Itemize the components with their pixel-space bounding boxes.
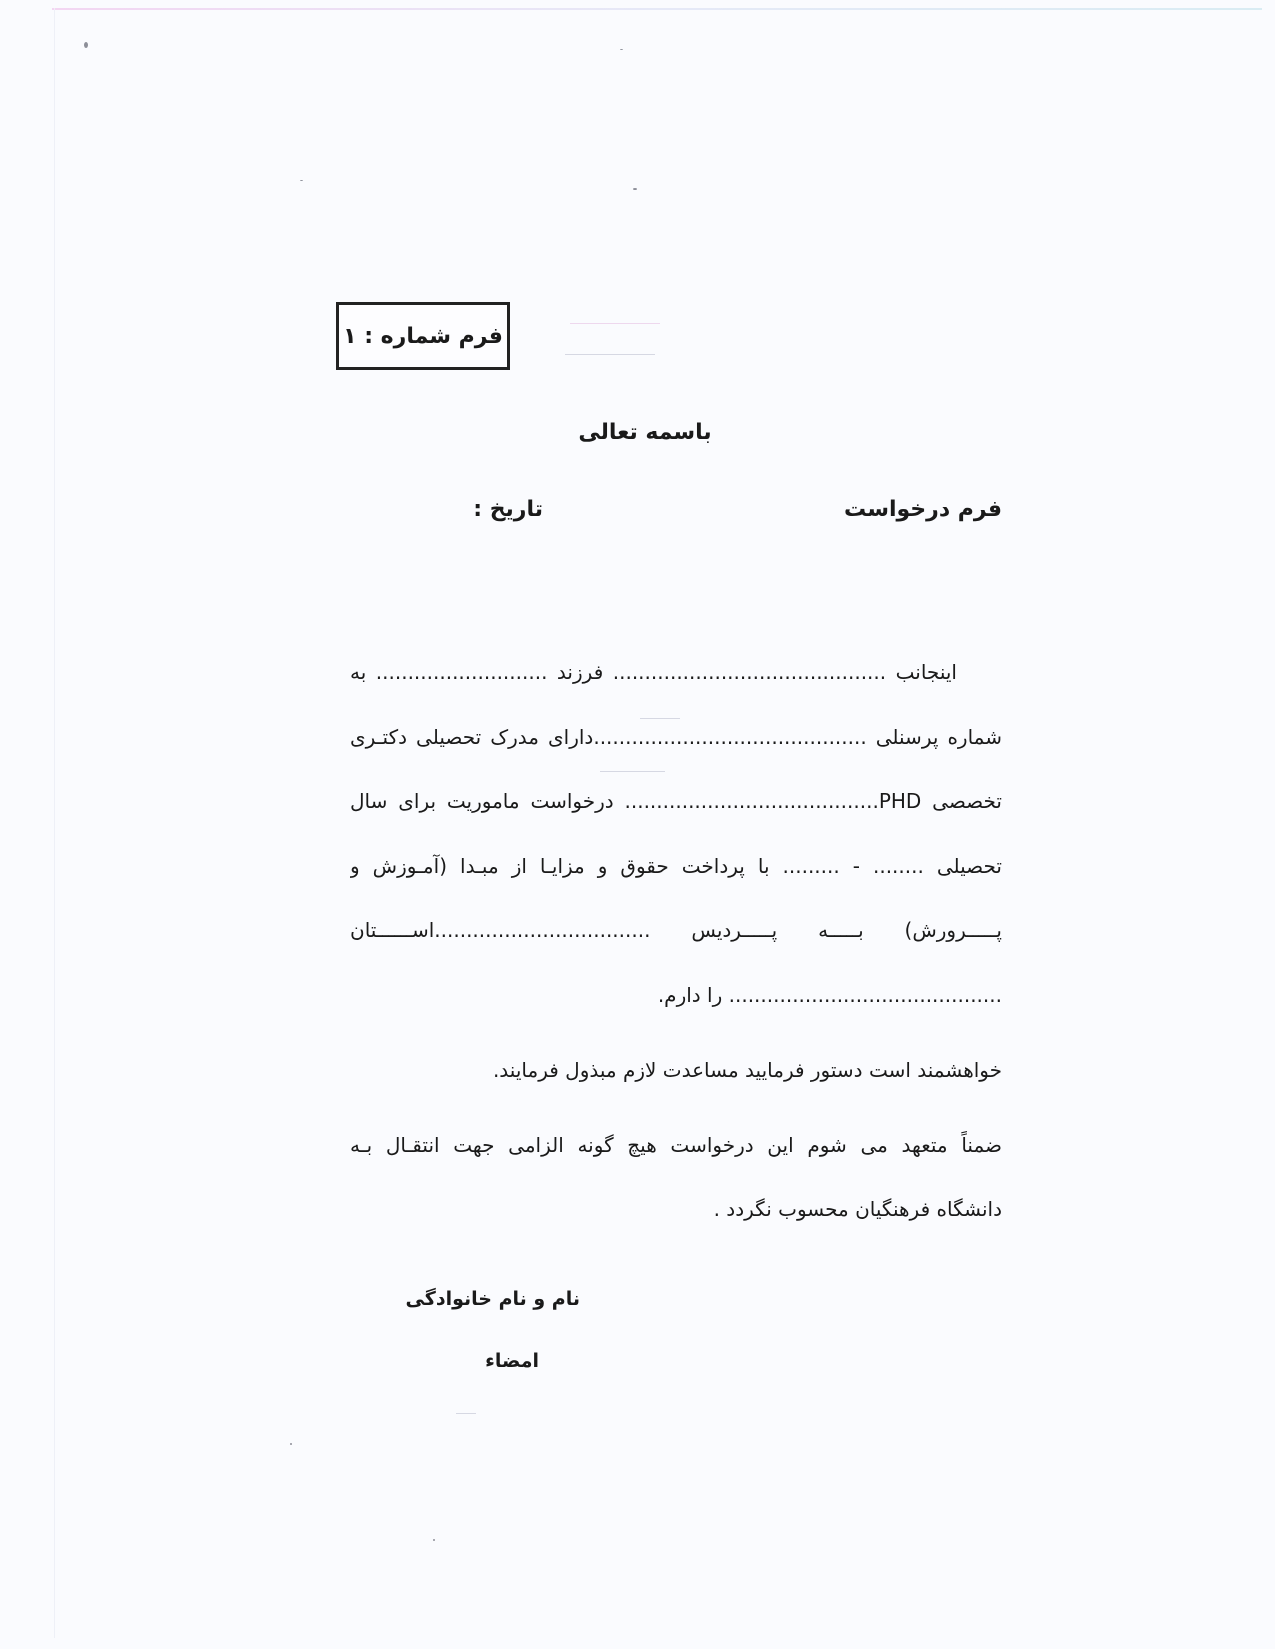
scan-speck [84, 42, 88, 48]
request-sentence: خواهشمند است دستور فرمایید مساعدت لازم مبذول فرمایند. [492, 1058, 1002, 1082]
signature-label: امضاء [485, 1350, 539, 1372]
scan-speck [620, 49, 623, 50]
body-line: شماره پرسنلی ...........................................دارای مدرک تحصیلی دکتـری [350, 724, 1002, 749]
scan-left-edge [54, 8, 55, 1638]
scan-speck [300, 180, 303, 181]
scan-speck [290, 1443, 292, 1445]
scan-smudge [640, 718, 680, 719]
scan-smudge [456, 1413, 476, 1414]
document-heading: باسمه تعالی [578, 420, 712, 445]
date-label: تاریخ : [473, 497, 543, 522]
body-line: پـــــرورش) بـــــه پـــــردیس ..................................اســــــتان [350, 918, 1002, 942]
commitment-line: ضمناً متعهد می شوم این درخواست هیچ گونه الزامی جهت انتقـال بـه [350, 1133, 1002, 1157]
body-line: تحصیلی ........ - ......... با پرداخت حقوق و مزایـا از مبـدا (آمـوزش و [350, 853, 1002, 878]
form-number-box [336, 302, 510, 370]
form-number-label: فرم شماره : ۱ [343, 323, 503, 349]
body-line: تخصصی PHD........................................ درخواست ماموریت برای سال [350, 789, 1002, 813]
form-body [350, 640, 1002, 1241]
form-title: فرم درخواست [844, 497, 1002, 522]
scan-smudge [570, 323, 660, 324]
scan-top-edge [52, 8, 1262, 10]
scan-smudge [565, 354, 655, 355]
body-line: ........................................... را دارم. [657, 982, 1002, 1007]
scan-speck [433, 1539, 435, 1541]
scan-smudge [600, 771, 665, 772]
commitment-line: دانشگاه فرهنگیان محسوب نگردد . [713, 1197, 1002, 1221]
name-label: نام و نام خانوادگی [405, 1288, 580, 1310]
body-line: اینجانب ........................................... فرزند ........................... به [350, 660, 957, 684]
scan-speck [633, 188, 637, 190]
